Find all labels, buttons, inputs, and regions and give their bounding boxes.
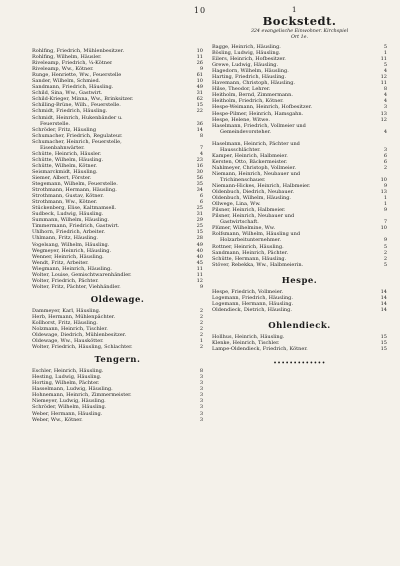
- entry-house-number: 6: [199, 199, 203, 206]
- entry-house-number: 5: [383, 261, 387, 268]
- entry-name: Nolzmann, Heinrich, Tischler.: [32, 326, 108, 333]
- entry-house-number: 2: [199, 313, 203, 320]
- entry-house-number: 31: [196, 90, 203, 97]
- entry-house-number: 4: [383, 128, 387, 135]
- entry-name: Trichinenschauer.: [220, 176, 266, 183]
- entry-house-number: 3: [383, 104, 387, 111]
- entry-name: Schild-Krieger, Minna, Ww., Brinksitzer.: [32, 96, 134, 103]
- right-block-3: [212, 334, 387, 352]
- entry-house-number: 3: [199, 410, 203, 417]
- entry-name: Herb, Hermann, Mühlenpächter.: [32, 313, 116, 320]
- entry-name: Schütte, Hermann, Häusling.: [212, 255, 287, 262]
- entry-house-number: 49: [196, 84, 203, 91]
- entry-name: Hespe-Pilmer, Heinrich, Hamsgahn.: [212, 110, 304, 117]
- entry-name: Grewe, Ludwig, Häusling.: [212, 62, 279, 69]
- section-title-bockstedt: Bockstedt.: [262, 14, 337, 28]
- entry-name: Riveleamp, Ww., Kötner.: [32, 66, 94, 73]
- entry-name: Kamper, Heinrich, Halbmeier.: [212, 152, 288, 159]
- entry-name: Schilling-Brüne, Wilh., Feuerstelle.: [32, 102, 121, 109]
- entry-name: Kersten, Otto, Bäckermeister.: [212, 158, 288, 165]
- entry-house-number: 22: [196, 108, 203, 115]
- entry-house-number: 14: [380, 306, 387, 313]
- entry-name: Pilsner, Heinrich, Halbmeier.: [212, 207, 286, 214]
- entry-house-number: 14: [380, 294, 387, 301]
- entry-house-number: 2: [199, 326, 203, 333]
- entry-house-number: 13: [380, 110, 387, 117]
- entry-name: Stegemann, Wilhelm, Feuerstelle.: [32, 181, 118, 188]
- entry-name: Schütte, Wilhelm, Kötner.: [32, 162, 97, 169]
- entry-house-number: 5: [383, 62, 387, 69]
- entry-name: Runge, Henriette, Ww., Feuerstelle: [32, 72, 122, 79]
- entry-name: Wegmeyer, Heinrich, Häusling.: [32, 247, 112, 254]
- entry-house-number: 49: [196, 241, 203, 248]
- entry-house-number: 4: [383, 98, 387, 105]
- entry-name: Gemeindevorsteher.: [220, 128, 272, 135]
- entry-name: Uhlhorn, Friedrich, Arbeiter.: [32, 229, 106, 236]
- entry-name: Rohlfing, Friedrich, Mühlenbesitzer.: [32, 48, 125, 54]
- entry-house-number: 4: [199, 150, 203, 157]
- right-block-1: [212, 44, 387, 268]
- entry-house-number: 3: [199, 386, 203, 393]
- entry-name: Dammeyer, Karl, Häusling.: [32, 307, 101, 314]
- entry-house-number: 8: [383, 86, 387, 93]
- entry-house-number: 10: [380, 176, 387, 183]
- entry-house-number: 2: [383, 164, 387, 171]
- entry-name: Stöver, Rebekka, Ww., Halbmeierin.: [212, 261, 304, 268]
- section-title-oldewage: Oldewage.: [90, 294, 145, 305]
- entry-house-number: 3: [199, 392, 203, 399]
- entry-name: Sandmann, Friedrich, Häusling.: [32, 84, 114, 91]
- entry-house-number: 26: [196, 60, 203, 67]
- section-title-hespe: Hespe.: [281, 275, 318, 286]
- entry-house-number: 4: [383, 92, 387, 99]
- right-block-2: [212, 289, 387, 313]
- directory-entry: [32, 344, 203, 350]
- entry-house-number: 3: [199, 374, 203, 381]
- entry-name: Wolter, Louise, Gemischtwarenhändler.: [32, 271, 132, 278]
- entry-name: Hagedorn, Wilhelm, Häusling.: [212, 68, 289, 75]
- entry-name: Strothmann, Hermann, Häusling.: [32, 187, 117, 194]
- entry-house-number: 2: [199, 332, 203, 339]
- section-title-tengern: Tengern.: [94, 355, 141, 366]
- entry-name: Hesting, Ludwig, Häusling.: [32, 374, 102, 381]
- entry-house-number: 2: [199, 344, 203, 351]
- entry-house-number: 3: [199, 404, 203, 411]
- entry-house-number: 6: [199, 193, 203, 200]
- entry-house-number: 9: [383, 183, 387, 190]
- entry-name: Pilsner, Heinrich, Neubauer und: [212, 213, 295, 220]
- entry-name: Schütte, Heinrich, Häusler.: [32, 150, 102, 157]
- entry-house-number: 56: [196, 174, 203, 181]
- directory-entry: [212, 307, 387, 313]
- entry-name: Havemann, Christoph, Häusling.: [212, 80, 296, 87]
- entry-name: Horting, Wilhelm, Pächter.: [32, 380, 100, 387]
- entry-house-number: 15: [380, 345, 387, 352]
- entry-name: Wenner, Heinrich, Häusling.: [32, 253, 104, 260]
- entry-name: Stückenberg, Elise, Kaltmamsell.: [32, 205, 117, 212]
- entry-name: Sandmann, Heinrich, Pächter.: [212, 249, 289, 256]
- entry-name: Rottner, Heinrich, Häusling.: [212, 243, 284, 250]
- entry-house-number: 6: [383, 158, 387, 165]
- entry-house-number: 16: [196, 162, 203, 169]
- entry-house-number: 6: [383, 152, 387, 159]
- entry-house-number: 3: [383, 146, 387, 153]
- entry-name: Schumacher, Heinrich, Feuerstelle,: [32, 138, 122, 145]
- entry-house-number: 12: [380, 74, 387, 81]
- entry-name: Feuerstelle.: [40, 120, 71, 127]
- entry-house-number: 15: [196, 229, 203, 236]
- entry-house-number: 4: [383, 68, 387, 75]
- entry-name: Hausschlächter.: [220, 146, 261, 153]
- entry-house-number: 5: [383, 243, 387, 250]
- entry-name: Wolter, Friedrich, Pächter.: [32, 277, 99, 284]
- entry-name: Oldenbuch, Wilhelm, Häusling.: [212, 195, 291, 202]
- entry-name: Gastwirtschaft.: [220, 219, 259, 226]
- entry-name: Ollwege, Lina, Ww.: [212, 201, 261, 208]
- entry-name: Holzarbeitunternehmer.: [220, 237, 282, 244]
- entry-house-number: 10: [380, 225, 387, 232]
- entry-house-number: 23: [196, 156, 203, 163]
- entry-name: Niemann-Hickes, Heinrich, Halbmeier.: [212, 183, 311, 190]
- entry-name: Schröder, Wilhelm, Häusling.: [32, 404, 107, 411]
- entry-name: Rohlfing, Wilhelm, Häusler.: [32, 54, 102, 61]
- entry-house-number: 7: [199, 144, 203, 151]
- entry-house-number: 2: [199, 319, 203, 326]
- entry-house-number: 9: [383, 207, 387, 214]
- entry-name: Niemeyer, Ludwig, Häusling.: [32, 398, 106, 405]
- entry-name: Eilers, Heinrich, Hofbesitzer.: [212, 56, 286, 63]
- entry-name: Heitholm, Bernd, Zimmermann.: [212, 92, 293, 99]
- entry-house-number: 25: [196, 223, 203, 230]
- entry-house-number: 30: [196, 168, 203, 175]
- entry-name: Haselmann, Friedrich, Vollmeier und: [212, 122, 306, 129]
- entry-house-number: 28: [196, 235, 203, 242]
- entry-name: Hilse, Theodor, Lehrer.: [212, 86, 271, 93]
- entry-name: Hespe, Helene, Witwe.: [212, 116, 270, 123]
- entry-house-number: 15: [380, 333, 387, 340]
- entry-house-number: 11: [196, 271, 203, 278]
- entry-name: Eschler, Heinrich, Häusling.: [32, 368, 104, 375]
- entry-house-number: 61: [196, 72, 203, 79]
- bockstedt-subtitle-1: 324 evangelische Einwohner. Kirchspiel: [250, 29, 349, 34]
- left-column: [32, 48, 203, 423]
- left-block-1: [32, 48, 203, 290]
- entry-house-number: 7: [383, 219, 387, 226]
- entry-name: Oldewage, Ww., Hauskötter.: [32, 338, 104, 345]
- entry-house-number: 9: [383, 237, 387, 244]
- entry-house-number: 2: [199, 307, 203, 314]
- entry-name: Sudbeck, Ludwig, Häusling.: [32, 211, 104, 218]
- entry-house-number: 11: [196, 54, 203, 61]
- section-title-ohlendieck: Ohlendieck.: [268, 320, 331, 331]
- entry-house-number: 1: [199, 338, 203, 345]
- entry-name: Niemann, Heinrich, Neubauer und: [212, 170, 301, 177]
- entry-name: Vogelsang, Wilhelm, Häusling.: [32, 241, 110, 248]
- entry-house-number: 2: [383, 249, 387, 256]
- entry-house-number: 35: [196, 181, 203, 188]
- entry-house-number: 1: [383, 195, 387, 202]
- entry-name: Timmermann, Friedrich, Gastwirt.: [32, 223, 120, 230]
- bockstedt-subtitle-2: Ort 1e.: [290, 35, 309, 40]
- entry-name: Bösling, Ludwig, Häusling.: [212, 50, 281, 57]
- entry-name: Schumacher, Friedrich, Regulateur.: [32, 132, 123, 139]
- entry-house-number: 2: [383, 255, 387, 262]
- entry-name: Oldewage, Diedrich, Mühlenbesitzer.: [32, 332, 127, 339]
- left-block-2: [32, 308, 203, 350]
- entry-name: Strothmann, Ww., Kötner.: [32, 199, 98, 206]
- entry-house-number: 3: [199, 380, 203, 387]
- entry-house-number: 11: [196, 265, 203, 272]
- directory-entry: [212, 346, 387, 352]
- entry-name: Nahlmeyer, Christoph, Vollmeier.: [212, 164, 296, 171]
- entry-name: Harting, Friedrich, Häusling.: [212, 74, 287, 81]
- entry-house-number: 1: [383, 201, 387, 208]
- entry-name: Eisenbahnwärter.: [40, 144, 85, 151]
- entry-name: Schütte, Wilhelm, Häusling.: [32, 156, 104, 163]
- entry-name: Oldendieck, Dietrich, Häusling.: [212, 306, 292, 313]
- entry-name: Summann, Wilhelm, Häusling.: [32, 217, 110, 224]
- entry-name: Schild, Sina, Ww., Gastwirt.: [32, 90, 103, 97]
- entry-name: Bagge, Heinrich, Häusling.: [212, 44, 281, 50]
- entry-house-number: 11: [380, 56, 387, 63]
- entry-name: Lampe-Oldendieck, Friedrich, Kötner.: [212, 345, 308, 352]
- entry-house-number: 31: [196, 211, 203, 218]
- entry-house-number: 15: [196, 102, 203, 109]
- entry-name: Riveleamp, Friedrich, ¼-Kötner: [32, 60, 113, 67]
- entry-name: Heitholm, Friedrich, Kötner.: [212, 98, 284, 105]
- end-divider: •••••••••••••: [273, 360, 326, 368]
- entry-house-number: 62: [196, 96, 203, 103]
- entry-house-number: 14: [196, 126, 203, 133]
- entry-house-number: 8: [199, 368, 203, 375]
- entry-name: Rolfsmann, Wilhelm, Häusling und: [212, 231, 301, 238]
- entry-name: Weber, Hermann, Häusling.: [32, 410, 103, 417]
- entry-house-number: 10: [196, 48, 203, 54]
- entry-name: Logemann, Hermann, Häusling.: [212, 300, 294, 307]
- entry-house-number: 34: [196, 187, 203, 194]
- entry-name: Weber, Ww., Kötner.: [32, 416, 83, 423]
- entry-name: Hespe-Weimann, Heinrich, Hofbesitzer.: [212, 104, 312, 111]
- entry-house-number: 8: [199, 132, 203, 139]
- entry-name: Sander, Wilhelm, Schmied.: [32, 78, 101, 85]
- entry-house-number: 10: [196, 78, 203, 85]
- entry-name: Hohnemann, Heinrich, Zimmermeister.: [32, 392, 132, 399]
- entry-name: Uhlmann, Fritz, Häusling.: [32, 235, 98, 242]
- entry-house-number: 25: [196, 205, 203, 212]
- entry-house-number: 1: [383, 50, 387, 57]
- entry-name: Hasselmann, Ludwig, Häusling.: [32, 386, 113, 393]
- entry-name: Wolter, Friedrich, Häusling, Schlachter.: [32, 344, 133, 351]
- directory-entry: [32, 284, 203, 290]
- entry-name: Schmidt, Friedrich, Häusling.: [32, 108, 108, 115]
- entry-name: Hollhus, Heinrich, Häusling.: [212, 333, 285, 340]
- entry-house-number: 11: [380, 80, 387, 87]
- entry-name: Seismarckmidt, Häusling.: [32, 168, 98, 175]
- directory-entry: [32, 417, 203, 423]
- entry-name: Hespe, Friedrich, Vollmeier.: [212, 288, 284, 295]
- entry-name: Wendt, Fritz, Arbeiter.: [32, 259, 89, 266]
- entry-house-number: 3: [199, 416, 203, 423]
- right-column: [212, 14, 387, 367]
- entry-name: Oldenbuch, Diedrich, Neubauer.: [212, 189, 294, 196]
- entry-name: Haselmann, Heinrich, Pächter und: [212, 140, 300, 147]
- entry-house-number: 12: [380, 116, 387, 123]
- entry-house-number: 29: [196, 217, 203, 224]
- entry-house-number: 40: [196, 253, 203, 260]
- directory-entry: [212, 262, 387, 268]
- entry-house-number: 14: [380, 288, 387, 295]
- entry-house-number: 9: [199, 66, 203, 73]
- entry-house-number: 13: [380, 189, 387, 196]
- entry-house-number: 5: [383, 44, 387, 50]
- entry-name: Logemann, Friedrich, Häusling.: [212, 294, 293, 301]
- left-block-3: [32, 368, 203, 422]
- entry-house-number: 40: [196, 247, 203, 254]
- entry-house-number: 14: [380, 300, 387, 307]
- entry-house-number: 9: [199, 283, 203, 290]
- entry-name: Schröder, Fritz, Häusling: [32, 126, 97, 133]
- entry-house-number: 36: [196, 120, 203, 127]
- page-number: 10: [193, 6, 207, 15]
- entry-house-number: 45: [196, 259, 203, 266]
- entry-name: Plümer, Wilhelmine, Ww.: [212, 225, 276, 232]
- entry-name: Wolter, Fritz, Pächter, Viehhändler.: [32, 283, 121, 290]
- entry-name: Wiegmann, Heinrich, Häusling.: [32, 265, 112, 272]
- entry-name: Kollhorst, Fritz, Häusling.: [32, 319, 98, 326]
- entry-house-number: 15: [380, 339, 387, 346]
- entry-name: Klenke, Heinrich, Tischler.: [212, 339, 280, 346]
- entry-name: Strothmann, Gustav, Kötner.: [32, 193, 104, 200]
- entry-name: Siemer, Albert, Förster.: [32, 174, 92, 181]
- entry-house-number: 12: [196, 277, 203, 284]
- entry-house-number: 3: [199, 398, 203, 405]
- entry-name: Schmidt, Heinrich, Hukenbänder u.: [32, 114, 123, 121]
- page-mark: 1: [292, 6, 298, 14]
